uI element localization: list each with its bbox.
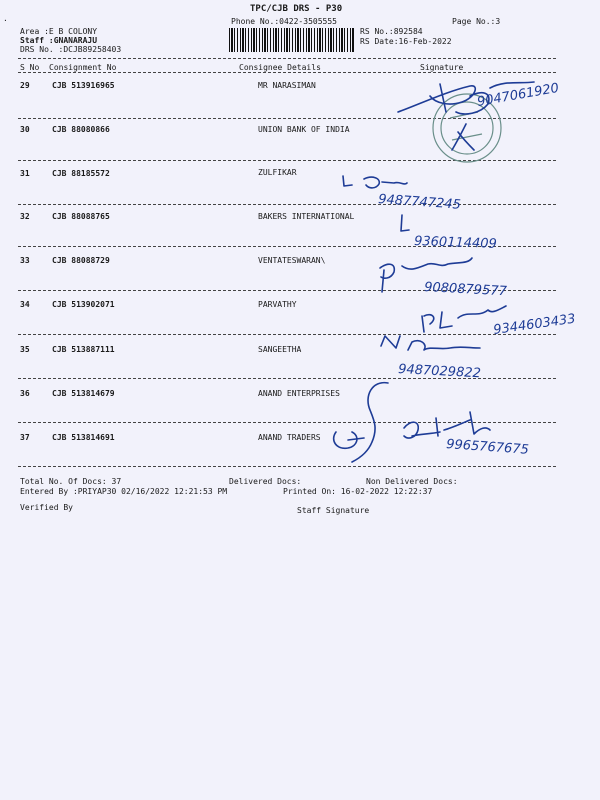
signature-32	[401, 215, 409, 231]
row-consignee: ZULFIKAR	[258, 168, 297, 177]
row-consignment: CJB 513814679	[52, 389, 115, 398]
signature-phone-35: 9487029822	[397, 362, 482, 382]
row-sno: 32	[20, 212, 30, 221]
row-sno: 30	[20, 125, 30, 134]
drs-number: DRS No. :DCJB89258403	[20, 45, 122, 54]
row-sno: 33	[20, 256, 30, 265]
row-sno: 34	[20, 300, 30, 309]
staff-signature: Staff Signature	[297, 506, 370, 515]
signature-35	[381, 336, 480, 350]
signature-phone-29: 9047061920	[476, 80, 561, 110]
row-consignment: CJB 513916965	[52, 81, 115, 90]
col-consignee: Consignee Details	[239, 63, 321, 72]
row-consignee: VENTATESWARAN\	[258, 256, 326, 265]
row-consignee: MR NARASIMAN	[258, 81, 316, 90]
row-consignment: CJB 513814691	[52, 433, 115, 442]
row-sno: 37	[20, 433, 30, 442]
signature-phone-33: 9080879577	[423, 280, 508, 300]
entered-by: Entered By :PRIYAP30 02/16/2022 12:21:53 PM	[20, 487, 228, 496]
phone-number: Phone No.:0422-3505555	[231, 17, 337, 26]
verified-by: Verified By	[20, 503, 73, 512]
signature-phone-32: 9360114409	[413, 234, 498, 252]
row-consignee: BAKERS INTERNATIONAL	[258, 212, 355, 221]
signature-phone-31: 9487747245	[377, 192, 462, 213]
signature-phone-34: 9344603433	[492, 311, 577, 338]
signature-phone-37: 9965767675	[445, 437, 530, 458]
row-consignment: CJB 513902071	[52, 300, 115, 309]
row-consignee: ANAND ENTERPRISES	[258, 389, 340, 398]
page-number: Page No.:3	[452, 17, 501, 26]
row-sno: 36	[20, 389, 30, 398]
total-docs: Total No. Of Docs: 37	[20, 477, 122, 486]
row-consignee: ANAND TRADERS	[258, 433, 321, 442]
signature-31	[343, 176, 407, 188]
signature-36	[334, 383, 388, 462]
row-consignee: SANGEETHA	[258, 345, 302, 354]
rs-number: RS No.:892584	[360, 27, 423, 36]
row-sno: 29	[20, 81, 30, 90]
row-consignment: CJB 88185572	[52, 169, 110, 178]
col-sno: S No	[20, 63, 40, 72]
printed-on: Printed On: 16-02-2022 12:22:37	[283, 487, 433, 496]
row-consignee: PARVATHY	[258, 300, 297, 309]
signature-37	[404, 412, 490, 438]
delivered-docs: Delivered Docs:	[229, 477, 302, 486]
row-sno: 35	[20, 345, 30, 354]
row-consignment: CJB 88088729	[52, 256, 110, 265]
document-title: TPC/CJB DRS - P30	[250, 4, 343, 14]
row-consignment: CJB 88088765	[52, 212, 110, 221]
col-signature: Signature	[420, 63, 464, 72]
area-label: Area :E B COLONY	[20, 27, 98, 36]
corner-dot: .	[3, 14, 8, 23]
non-delivered-docs: Non Delivered Docs:	[366, 477, 458, 486]
col-consignment: Consignment No	[49, 63, 117, 72]
row-consignee: UNION BANK OF INDIA	[258, 125, 350, 134]
row-consignment: CJB 88080866	[52, 125, 110, 134]
row-consignment: CJB 513887111	[52, 345, 115, 354]
rs-date: RS Date:16-Feb-2022	[360, 37, 452, 46]
staff-label: Staff :GNANARAJU	[20, 36, 98, 45]
row-sno: 31	[20, 169, 30, 178]
